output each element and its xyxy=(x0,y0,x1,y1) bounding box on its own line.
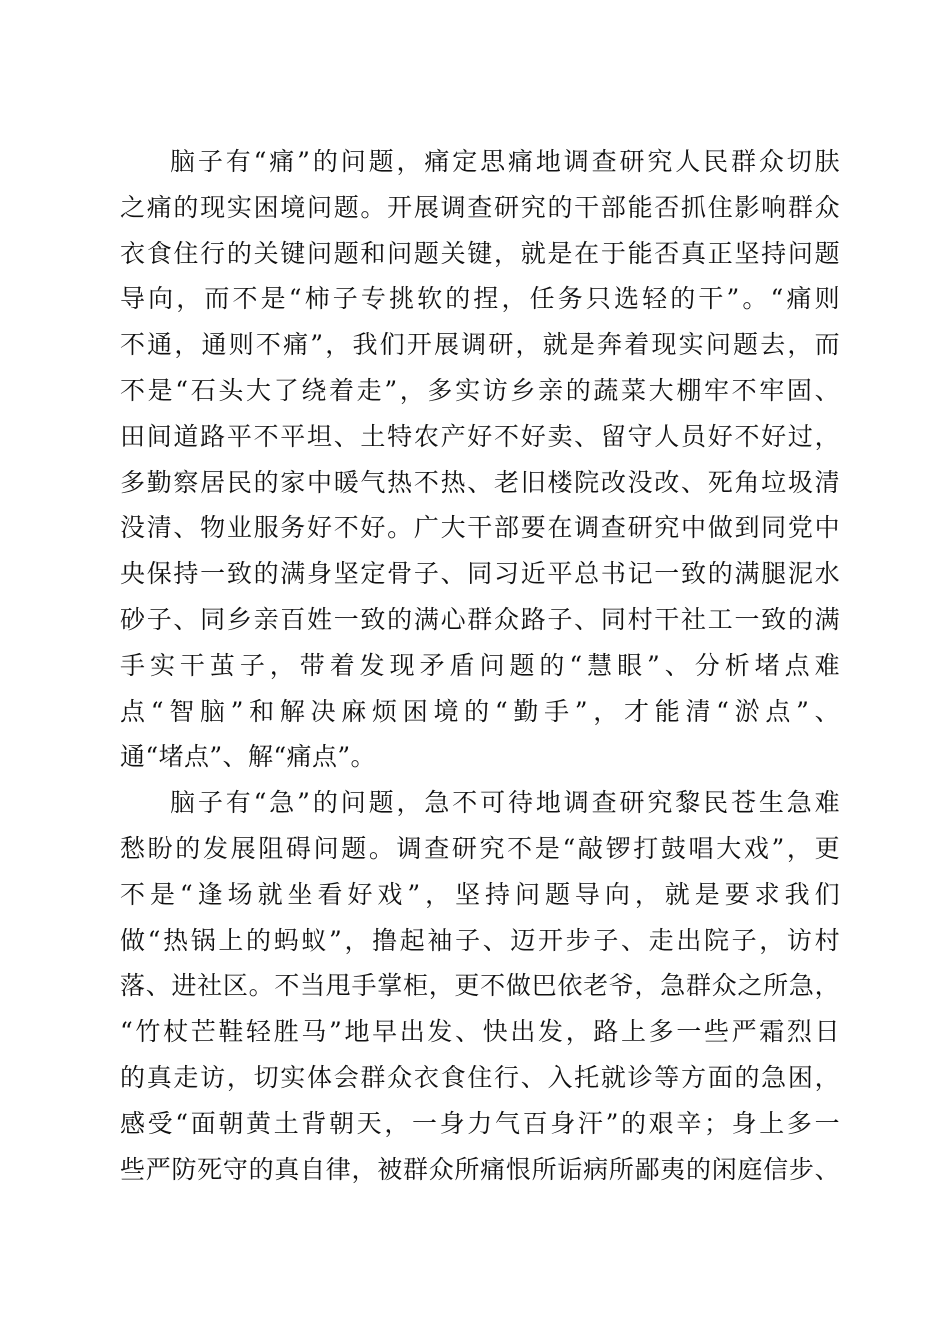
paragraph-line: 没清、物业服务好不好。广大干部要在调查研究中做到同党中 xyxy=(120,513,840,543)
paragraph-line: 多勤察居民的家中暖气热不热、老旧楼院改没改、死角垃圾清 xyxy=(120,467,840,497)
paragraph-line: 央保持一致的满身坚定骨子、同习近平总书记一致的满腿泥水 xyxy=(120,559,840,589)
paragraph-line: “竹杖芒鞋轻胜马”地早出发、快出发，路上多一些严霜烈日 xyxy=(120,1017,840,1047)
paragraph-line: 不是“石头大了绕着走”，多实访乡亲的蔬菜大棚牢不牢固、 xyxy=(120,375,840,405)
paragraph-2 xyxy=(120,780,840,1192)
paragraph-line: 之痛的现实困境问题。开展调查研究的干部能否抓住影响群众 xyxy=(120,192,840,222)
paragraph-line: 通“堵点”、解“痛点”。 xyxy=(120,742,376,772)
paragraph-line: 做“热锅上的蚂蚁”，撸起袖子、迈开步子、走出院子，访村 xyxy=(120,925,840,955)
paragraph-line: 衣食住行的关键问题和问题关键，就是在于能否真正坚持问题 xyxy=(120,238,840,268)
document-body xyxy=(120,139,840,1192)
paragraph-line: 落、进社区。不当甩手掌柜，更不做巴依老爷，急群众之所急， xyxy=(120,971,840,1001)
paragraph-line: 点“智脑”和解决麻烦困境的“勤手”，才能清“淤点”、 xyxy=(120,696,840,726)
paragraph-line: 愁盼的发展阻碍问题。调查研究不是“敲锣打鼓唱大戏”，更 xyxy=(120,833,840,863)
paragraph-line: 导向，而不是“柿子专挑软的捏，任务只选轻的干”。“痛则 xyxy=(120,284,840,314)
paragraph-1 xyxy=(120,139,840,780)
paragraph-line: 脑子有“急”的问题，急不可待地调查研究黎民苍生急难 xyxy=(170,788,840,818)
paragraph-line: 不通，通则不痛”，我们开展调研，就是奔着现实问题去，而 xyxy=(120,330,840,360)
paragraph-line: 脑子有“痛”的问题，痛定思痛地调查研究人民群众切肤 xyxy=(170,147,840,176)
paragraph-line: 感受“面朝黄土背朝天，一身力气百身汗”的艰辛；身上多一 xyxy=(120,1108,840,1138)
paragraph-line: 砂子、同乡亲百姓一致的满心群众路子、同村干社工一致的满 xyxy=(120,604,840,634)
paragraph-line: 的真走访，切实体会群众衣食住行、入托就诊等方面的急困， xyxy=(120,1062,840,1092)
paragraph-line: 些严防死守的真自律，被群众所痛恨所诟病所鄙夷的闲庭信步、 xyxy=(120,1154,840,1184)
paragraph-line: 田间道路平不平坦、土特农产好不好卖、留守人员好不好过， xyxy=(120,421,840,451)
paragraph-line: 不是“逢场就坐看好戏”，坚持问题导向，就是要求我们 xyxy=(120,879,840,909)
paragraph-line: 手实干茧子，带着发现矛盾问题的“慧眼”、分析堵点难 xyxy=(120,650,840,680)
